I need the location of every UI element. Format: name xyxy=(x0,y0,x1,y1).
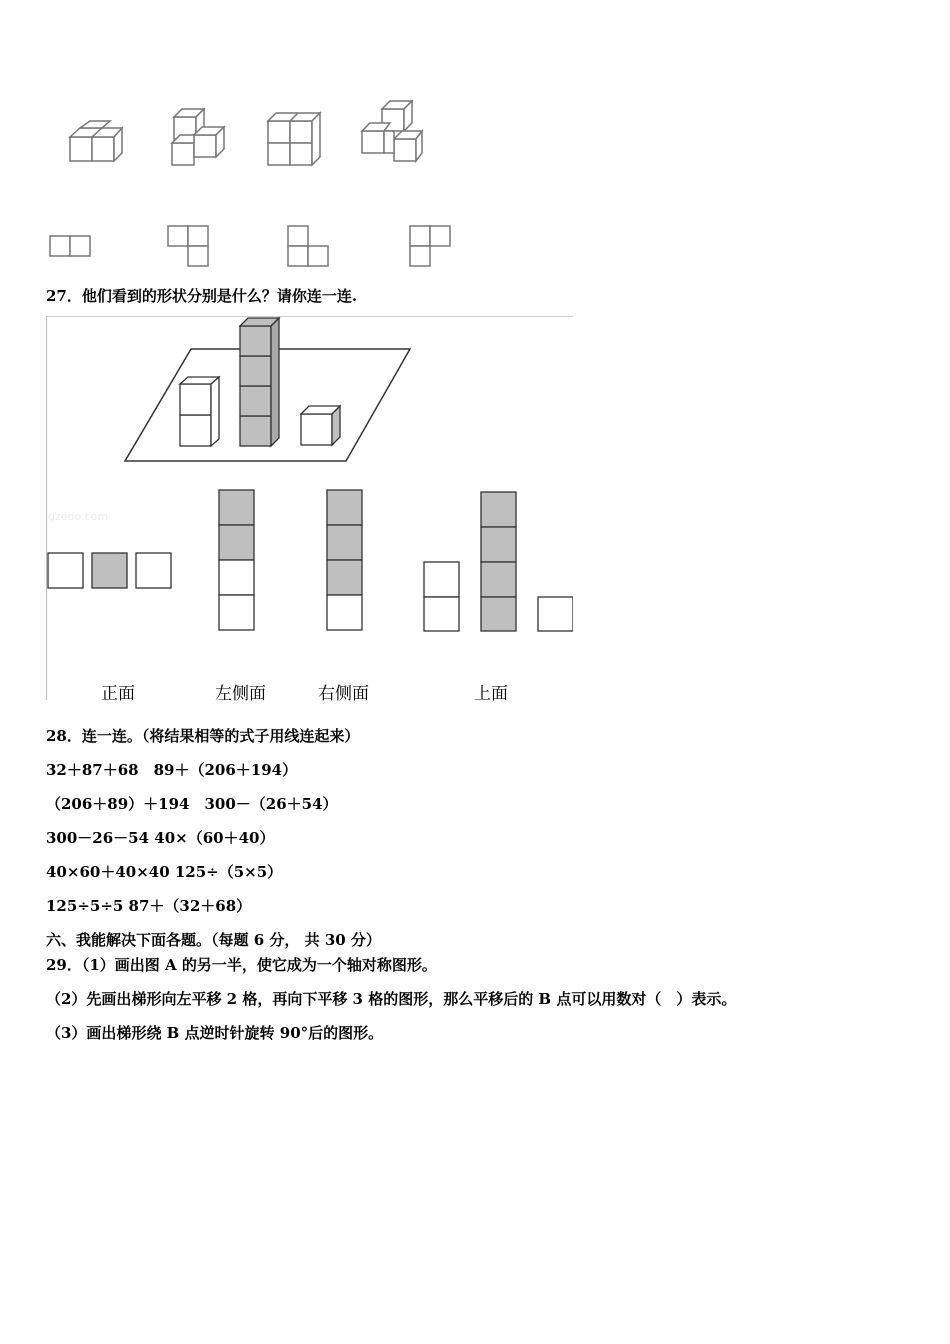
stack-two-white-cubes xyxy=(180,377,219,446)
faint-watermark: gzedo.com xyxy=(48,510,109,523)
cube-scene xyxy=(46,316,573,476)
cube-figure-2 xyxy=(172,109,224,165)
label-front: 正面 xyxy=(101,684,135,704)
view-option-left-side xyxy=(219,490,254,630)
cube-figure-3 xyxy=(268,113,320,165)
view-shape-3 xyxy=(288,226,328,266)
view-option-front xyxy=(48,553,171,588)
view-shape-2 xyxy=(168,226,208,266)
expression-row-2: （206＋89）＋194 300－（26＋54） xyxy=(46,795,338,813)
view-option-right-side xyxy=(327,490,362,630)
label-top: 上面 xyxy=(474,684,508,704)
question-29-part-1: 29．（1）画出图 A 的另一半，使它成为一个轴对称图形。 xyxy=(46,956,437,974)
question-28-title: 28．连一连。（将结果相等的式子用线连起来） xyxy=(46,727,360,745)
expression-row-1: 32＋87＋68 89＋（206＋194） xyxy=(46,761,298,779)
question-27-title: 27．他们看到的形状分别是什么？请你连一连. xyxy=(46,287,358,305)
stack-four-gray-cubes xyxy=(240,318,279,446)
question-29-part-3: （3）画出梯形绕 B 点逆时针旋转 90°后的图形。 xyxy=(46,1024,384,1042)
expression-row-4: 40×60＋40×40 125÷（5×5） xyxy=(46,863,283,881)
view-shape-1 xyxy=(50,236,90,256)
cube-figure-4 xyxy=(362,101,422,161)
question-29-part-2: （2）先画出梯形向左平移 2 格，再向下平移 3 格的图形，那么平移后的 B 点可以用数对（ ）表示。 xyxy=(46,990,737,1008)
section-6-title: 六、我能解决下面各题。（每题 6 分， 共 30 分） xyxy=(46,931,381,949)
expression-row-3: 300－26－54 40×（60＋40） xyxy=(46,829,275,847)
cube-figure-1 xyxy=(70,121,122,161)
view-shapes-row xyxy=(46,220,466,272)
expression-row-5: 125÷5÷5 87＋（32＋68） xyxy=(46,897,252,915)
single-white-cube xyxy=(301,406,340,445)
cube-figures-row xyxy=(60,95,440,175)
view-shape-4 xyxy=(410,226,450,266)
view-option-top xyxy=(424,492,573,631)
label-left-side: 左侧面 xyxy=(215,684,266,704)
view-options xyxy=(46,486,573,636)
label-right-side: 右侧面 xyxy=(318,684,369,704)
